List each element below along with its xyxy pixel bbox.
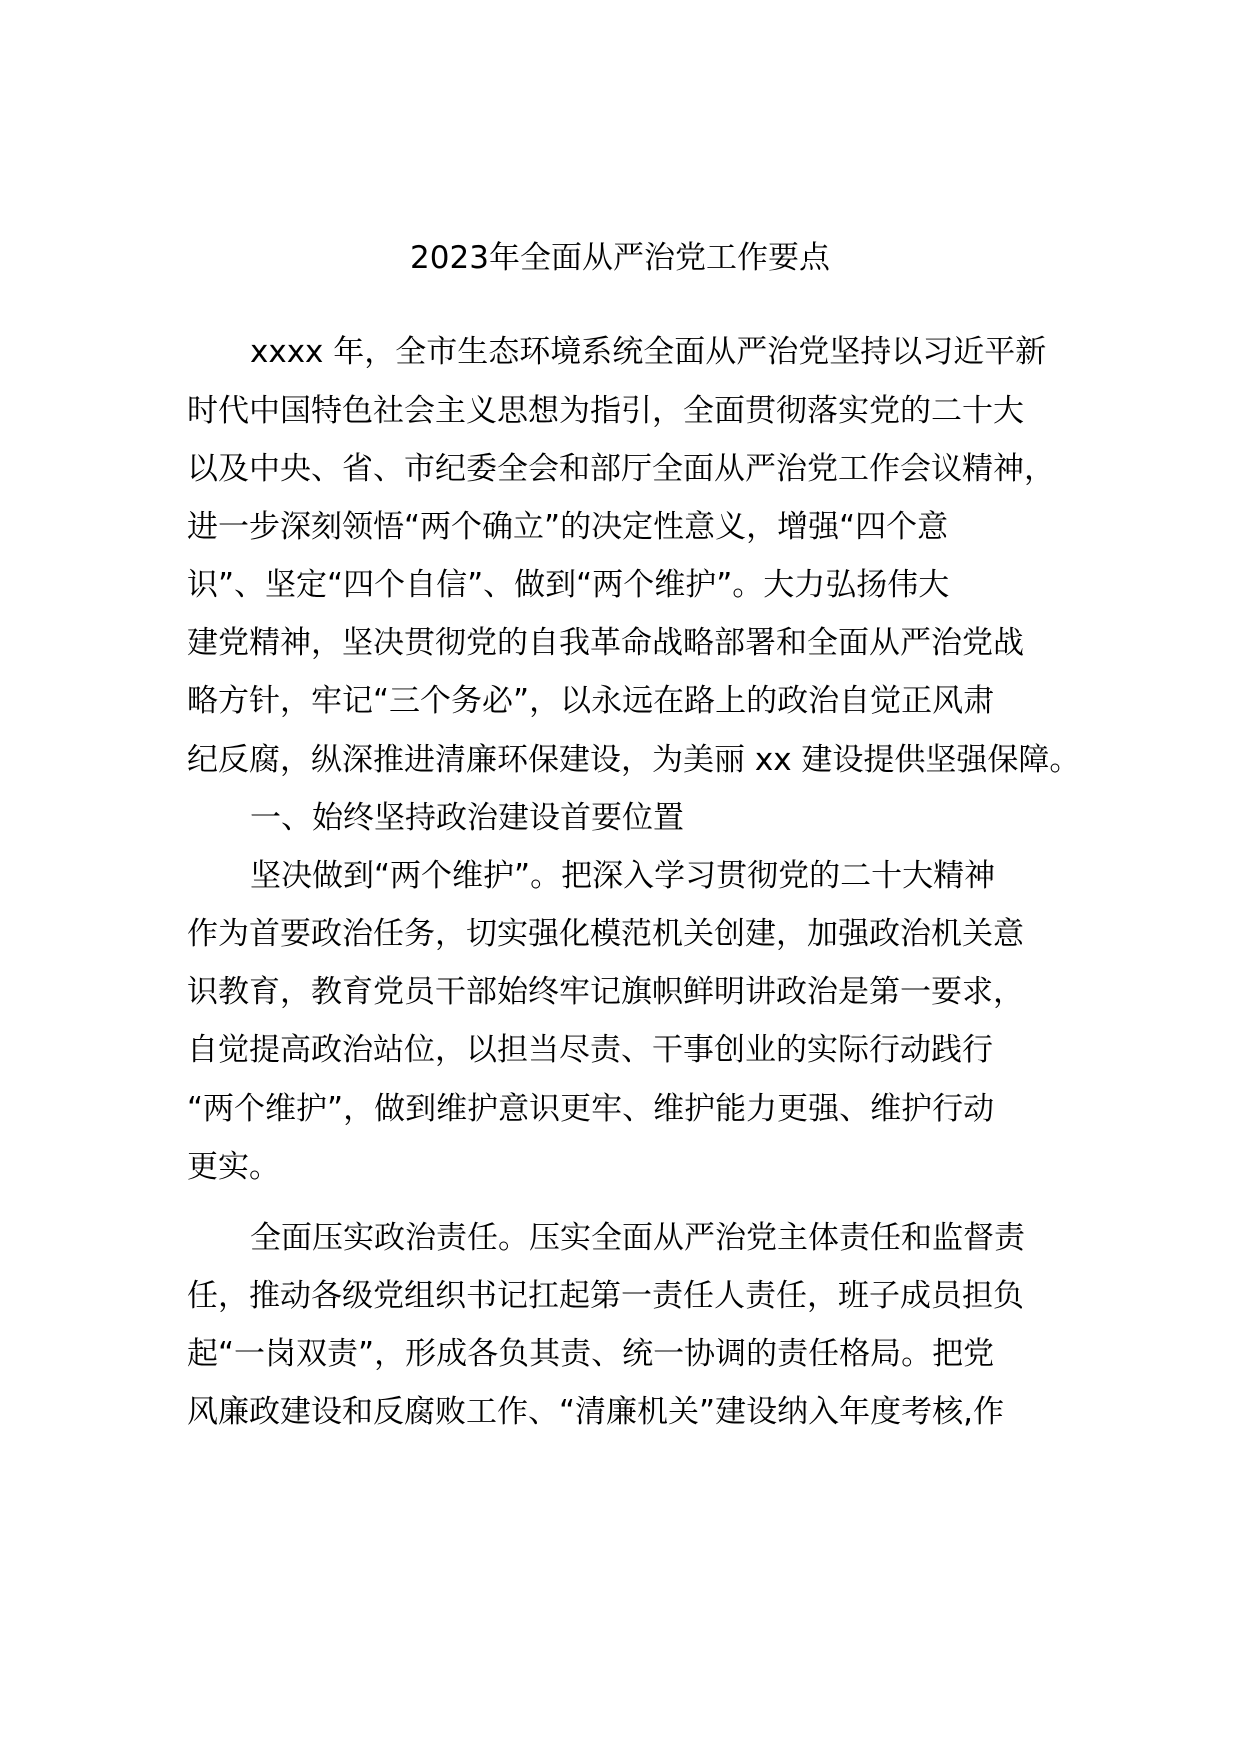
paragraph-line: 纪反腐，纵深推进清廉环保建设，为美丽 xx 建设提供坚强保障。 [187,742,1081,778]
paragraph-line: 时代中国特色社会主义思想为指引，全面贯彻落实党的二十大 [187,393,1024,429]
paragraph-line: 进一步深刻领悟“两个确立”的决定性意义，增强“四个意 [187,509,949,545]
paragraph-line: 更实。 [187,1149,280,1185]
paragraph-line: 风廉政建设和反腐败工作、“清廉机关”建设纳入年度考核,作 [187,1394,1004,1430]
paragraph-line: 起“一岗双责”，形成各负其责、统一协调的责任格局。把党 [187,1336,995,1372]
paragraph-line: 全面压实政治责任。压实全面从严治党主体责任和监督责 [250,1220,1025,1256]
paragraph-line: 以及中央、省、市纪委全会和部厅全面从严治党工作会议精神， [187,451,1055,487]
paragraph-line: 略方针，牢记“三个务必”，以永远在路上的政治自觉正风肃 [187,683,995,719]
paragraph-line: “两个维护”，做到维护意识更牢、维护能力更强、维护行动 [187,1091,995,1127]
paragraph-line: 自觉提高政治站位，以担当尽责、干事创业的实际行动践行 [187,1032,993,1068]
paragraph-line: 识”、坚定“四个自信”、做到“两个维护”。大力弘扬伟大 [187,567,950,603]
paragraph-line: 任，推动各级党组织书记扛起第一责任人责任，班子成员担负 [187,1278,1024,1314]
paragraph-line: 作为首要政治任务，切实强化模范机关创建，加强政治机关意 [187,916,1024,952]
paragraph-line: xxxx 年，全市生态环境系统全面从严治党坚持以习近平新 [250,334,1047,370]
document-title: 2023年全面从严治党工作要点 [410,240,830,276]
paragraph-line: 识教育，教育党员干部始终牢记旗帜鲜明讲政治是第一要求， [187,974,1024,1010]
section-heading: 一、始终坚持政治建设首要位置 [250,800,684,836]
paragraph-line: 建党精神，坚决贯彻党的自我革命战略部署和全面从严治党战 [187,625,1024,661]
paragraph-line: 坚决做到“两个维护”。把深入学习贯彻党的二十大精神 [250,858,996,894]
